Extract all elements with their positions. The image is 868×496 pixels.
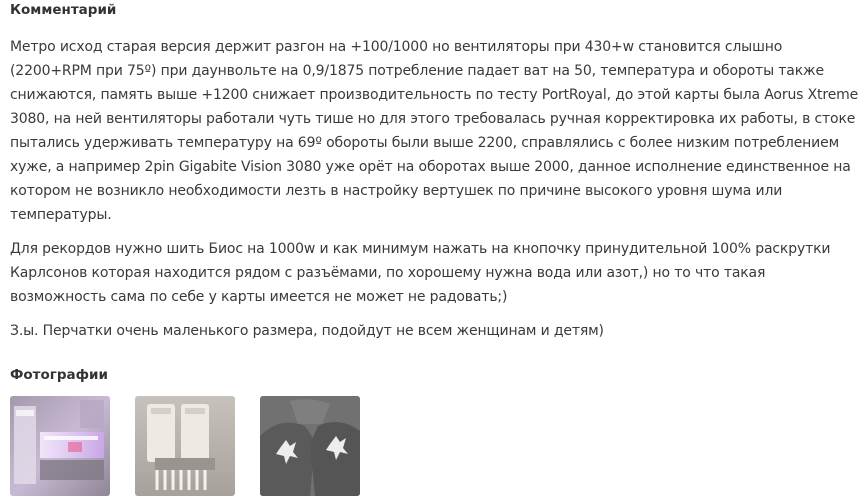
photos-heading: Фотографии <box>10 367 108 383</box>
photo-gallery <box>10 396 862 496</box>
comment-paragraph-1: Метро исход старая версия держит разгон на +100/1000 но вентиляторы при 430+w становится слышно (2200+RPM при 75º) при даунвольте на 0,9/1875 потребление падает ват на 50, температура и обороты также снижаются, память выше +1200 снижает производительность по тесту PortRoyal, до этой карты была Aorus Xtreme 3080, на ней вентиляторы работали чуть тише но для этого требовалась ручная корректировка их работы, в стоке пытались удерживать температуру на 69º обороты были выше 2200, справлялись с более низким потреблением хуже, а например 2pin Gigabite Vision 3080 уже орёт на оборотах выше 2000, данное исполнение единственное на котором не возникло необходимости лезть в настройку вертушек по причине высокого уровня шума или температуры. <box>10 39 859 223</box>
gpu-rgb-photo-icon <box>10 396 110 496</box>
gloves-photo-icon <box>260 396 360 496</box>
gpu-box-photo-icon <box>135 396 235 496</box>
comment-paragraph-2: Для рекордов нужно шить Биос на 1000w и как минимум нажать на кнопочку принудительной 100% раскрутки Карлсонов которая находится рядом с разъёмами, по хорошему нужна вода или азот,) но то что такая возможность сама по себе у карты имеется не может не радовать;) <box>10 241 831 305</box>
photo-thumbnail-1[interactable] <box>10 396 110 496</box>
comment-paragraph-3: З.ы. Перчатки очень маленького размера, подойдут не всем женщинам и детям) <box>10 323 604 339</box>
photo-thumbnail-3[interactable] <box>260 396 360 496</box>
photo-thumbnail-2[interactable] <box>135 396 235 496</box>
review-block <box>10 0 862 496</box>
comment-heading: Комментарий <box>10 2 117 18</box>
